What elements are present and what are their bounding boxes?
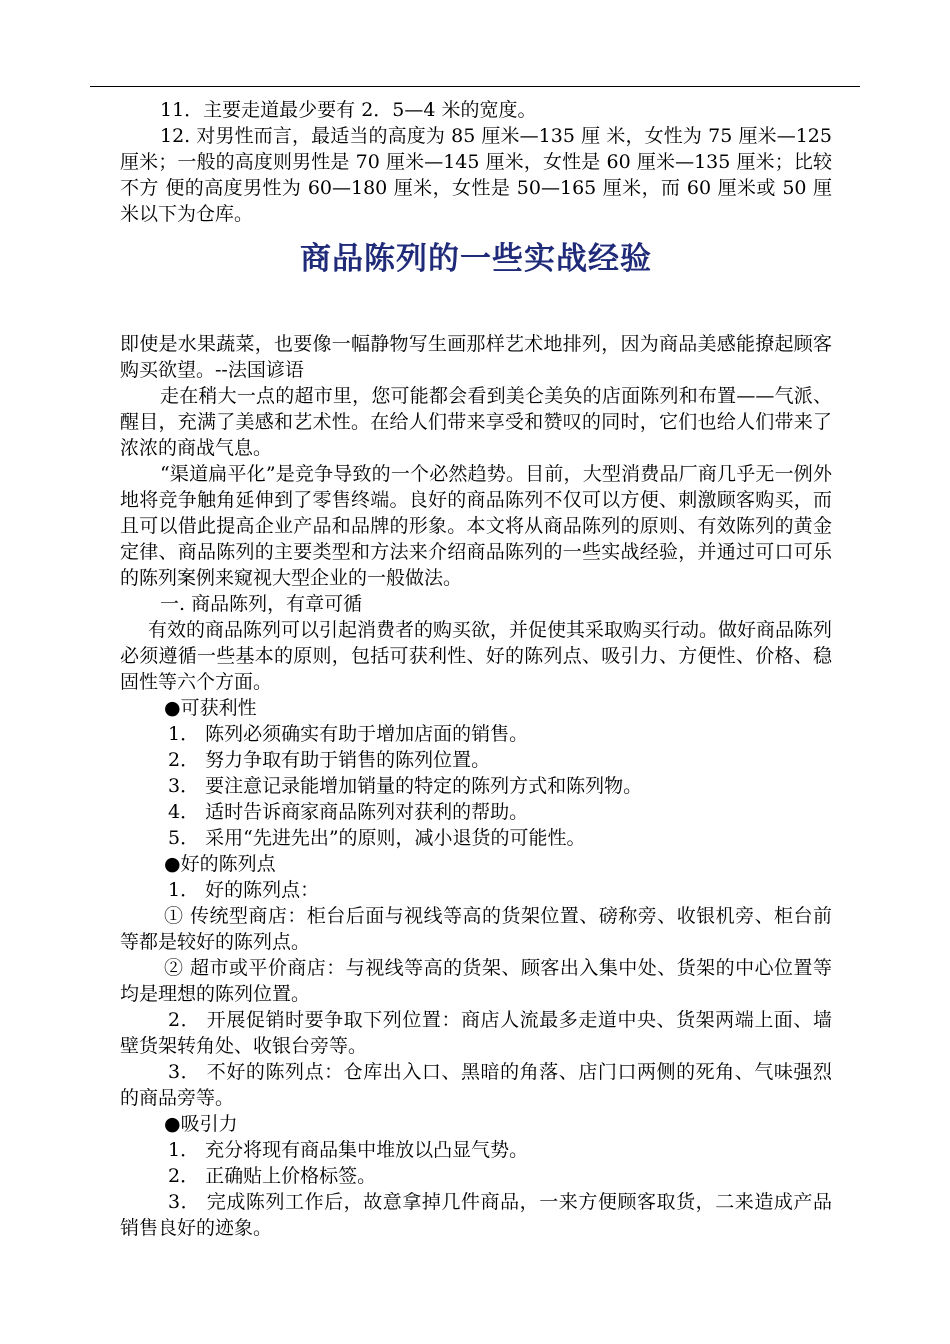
list-item: 2． 开展促销时要争取下列位置：商店人流最多走道中央、货架两端上面、墙壁货架转角处、收银台旁等。 <box>120 1009 832 1057</box>
list-item: 5． 采用“先进先出”的原则，减小退货的可能性。 <box>168 827 586 849</box>
list-item: 4． 适时告诉商家商品陈列对获利的帮助。 <box>168 801 529 823</box>
list-item: ② 超市或平价商店：与视线等高的货架、顾客出入集中处、货架的中心位置等均是理想的陈列位置。 <box>120 957 832 1005</box>
paragraph: 走在稍大一点的超市里，您可能都会看到美仑美奂的店面陈列和布置——气派、醒目，充满了美感和艺术性。在给人们带来享受和赞叹的同时，它们也给人们带来了浓浓的商战气息。 <box>120 385 832 459</box>
subheading: 一. 商品陈列，有章可循 <box>160 593 363 615</box>
list-item: 3． 要注意记录能增加销量的特定的陈列方式和陈列物。 <box>168 775 643 797</box>
bullet-heading: ●吸引力 <box>164 1113 238 1135</box>
list-item: 2． 正确贴上价格标签。 <box>168 1165 377 1187</box>
paragraph: 有效的商品陈列可以引起消费者的购买欲，并促使其采取购买行动。做好商品陈列必须遵循一些基本的原则，包括可获利性、好的陈列点、吸引力、方便性、价格、稳固性等六个方面。 <box>120 619 833 693</box>
list-item: ① 传统型商店：柜台后面与视线等高的货架位置、磅称旁、收银机旁、柜台前等都是较好的陈列点。 <box>120 905 832 953</box>
document-page <box>120 97 832 1241</box>
list-item: 1． 陈列必须确实有助于增加店面的销售。 <box>168 723 529 745</box>
bullet-heading: ●好的陈列点 <box>164 853 276 875</box>
paragraph-item-11: 11．主要走道最少要有 2．5—4 米的宽度。 <box>160 99 537 121</box>
paragraph: “渠道扁平化”是竞争导致的一个必然趋势。目前，大型消费品厂商几乎无一例外地将竞争触角延伸到了零售终端。良好的商品陈列不仅可以方便、刺激顾客购买，而且可以借此提高企业产品和品牌的形象。本文将从商品陈列的原则、有效陈列的黄金定律、商品陈列的主要类型和方法来介绍商品陈列的一些实战经验，并通过可口可乐的陈列案例来窥视大型企业的一般做法。 <box>120 463 832 589</box>
list-item: 2． 努力争取有助于销售的陈列位置。 <box>168 749 491 771</box>
paragraph-item-12: 12. 对男性而言，最适当的高度为 85 厘米—135 厘 米，女性为 75 厘米—125 厘米；一般的高度则男性是 70 厘米—145 厘米，女性是 60 厘米—135 厘米；比较不方 便的高度男性为 60—180 厘米，女性是 50—165 厘米，而 60 厘米或 50 厘米以下为仓库。 <box>120 125 832 225</box>
section-title: 商品陈列的一些实战经验 <box>300 241 652 277</box>
list-item: 1． 好的陈列点： <box>168 879 320 901</box>
list-item: 3． 不好的陈列点：仓库出入口、黑暗的角落、店门口两侧的死角、气味强烈的商品旁等。 <box>120 1061 832 1109</box>
list-item: 3． 完成陈列工作后，故意拿掉几件商品，一来方便顾客取货，二来造成产品销售良好的迹象。 <box>120 1191 832 1239</box>
header-rule <box>90 86 860 87</box>
epigraph: 即使是水果蔬菜，也要像一幅静物写生画那样艺术地排列，因为商品美感能撩起顾客购买欲望。--法国谚语 <box>120 333 832 381</box>
bullet-heading: ●可获利性 <box>164 697 257 719</box>
list-item: 1． 充分将现有商品集中堆放以凸显气势。 <box>168 1139 529 1161</box>
